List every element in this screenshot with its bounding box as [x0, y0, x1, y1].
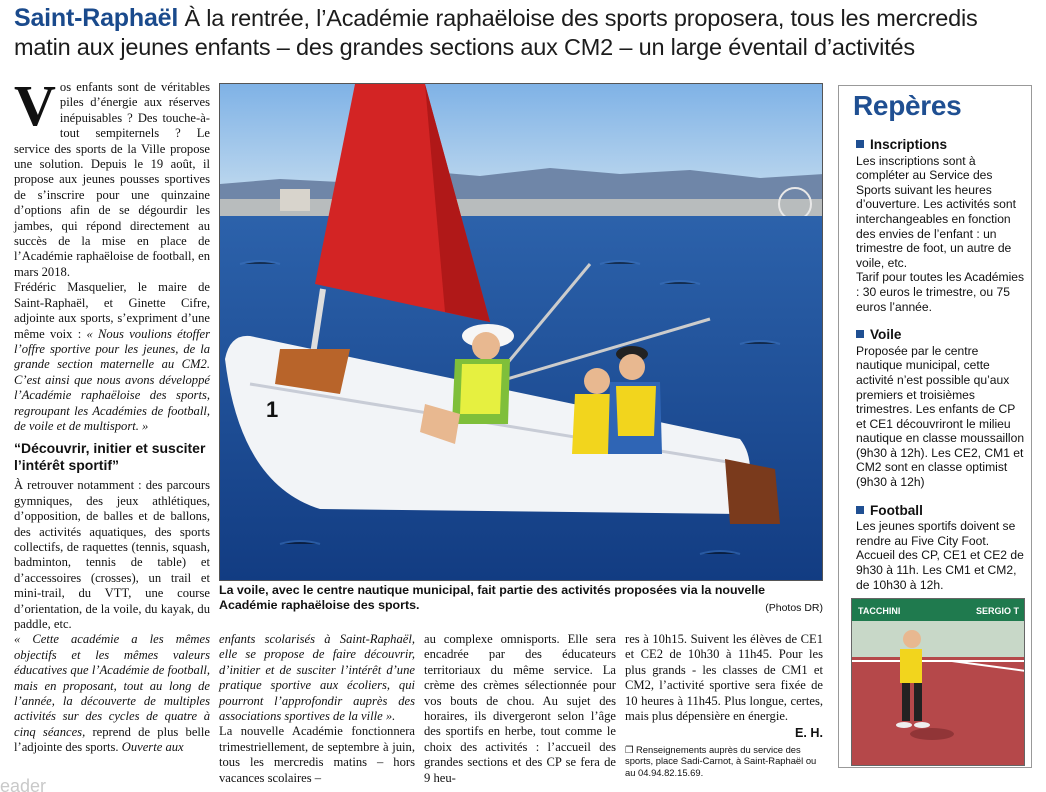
- sidebar-text: Tarif pour toutes les Académies : 30 euros le trimestre, ou 75 euros l’année.: [856, 270, 1025, 314]
- banner-text-1: TACCHINI: [858, 606, 901, 616]
- sidebar-heading: Voile: [856, 328, 1028, 343]
- reperes-sidebar: [838, 85, 1032, 768]
- sidebar-title: Repères: [853, 90, 962, 121]
- watermark: eader: [0, 776, 47, 792]
- info-note: ❐ Renseignements auprès du service des sports, place Sadi-Carnot, à Saint-Raphaël ou au 04.94.82.15.69.: [625, 743, 817, 778]
- sail-number: 1: [266, 397, 279, 422]
- article-paragraph-5: La nouvelle Académie fonctionnera trimestriellement, de septembre à juin, tous les mercredis matins – hors vacances scolaires –: [219, 724, 415, 785]
- headline: [14, 4, 1036, 62]
- sidebar-section-voile: [856, 328, 1028, 490]
- sidebar-text: Les inscriptions sont à compléter au Service des Sports suivant les heures d’ouverture. Les activités sont interchangeables en fonction des envies de l’enfant : un trimestre de foot, un autre de voile, etc.: [856, 153, 1016, 270]
- article-quote-continued: enfants scolarisés à Saint-Raphaël, elle se propose de faire découvrir, d’initier et de susciter l’intérêt d’une pratique sportive aux écoliers, qui pourront l’approfondir auprès des associations sportives de la ville ».: [219, 632, 415, 724]
- article-column-1: [14, 73, 211, 756]
- article-paragraph-1: Vos enfants sont de véritables piles d’énergie aux réserves inépuisables ? Des touche-à-tout sempiternels ? Le service des sports de la Ville propose une solution. Depuis le 19 août, il propose aux jeunes pousses sportives de s’inscrire pour une quinzaine d’options afin de se dégourdir les jambes, qui répond directement au succès de la mise en place de l’Académie raphaëloise de football, en mars 2018.: [14, 73, 210, 279]
- sidebar-section-football: [856, 504, 1028, 593]
- sidebar-body: [856, 138, 1028, 606]
- article-column-3: [424, 632, 616, 786]
- article-paragraph-4: « Cette académie a les mêmes objectifs et les mêmes valeurs éducatives que l’Académie de football, mais en proposant, tout au long de l’année, la découverte de multiples activités sur des cycles de quatre à cinq séances, reprend de plus belle l’adjointe des sports. Ouverte aux: [14, 632, 210, 755]
- article-paragraph-3: À retrouver notamment : des parcours gymniques, des jeux athlétiques, d’opposition, de balles et de ballons, des activités aquatiques, des sports collectifs, de raquettes (tennis, squash, badminton, tennis de table) et d’accessoires (crosses), un trail et mini-trail, du VTT, une course d’orientation, de la voile, du kayak, du paddle, etc.: [14, 478, 210, 631]
- article-paragraph-6: au complexe omnisports. Elle sera encadrée par des éducateurs territoriaux du même service. La crème des crèmes sélectionnée pour vos bouts de chou. Au sujet des horaires, ils divergeront selon l’âge des sportifs en herbe, tout comme le choix des activités : l’accueil des grandes sections et des CP se fera de 9 heu-: [424, 632, 616, 785]
- sailing-photo: [219, 83, 823, 581]
- football-photo: [851, 598, 1025, 766]
- sidebar-heading: Inscriptions: [856, 138, 1028, 153]
- banner-text-2: SERGIO T: [976, 606, 1020, 616]
- sidebar-section-inscriptions: [856, 138, 1028, 314]
- sidebar-text: Proposée par le centre nautique municipal, cette activité n’est possible qu’aux premiers et troisièmes trimestres. Les enfants de CP et CE1 découvriront le milieu nautique en classe moussaillon (9h30 à 12h). Les CE2, CM1 et CM2 sont en classe optimist (9h30 à 12h): [856, 343, 1025, 490]
- headline-text: À la rentrée, l’Académie raphaëloise des sports proposera, tous les mercredis matin aux jeunes enfants – des grandes sections aux CM2 – un large éventail d’activités: [14, 5, 978, 60]
- dropcap: V: [14, 73, 56, 138]
- sidebar-heading: Football: [856, 504, 1028, 519]
- author-signature: E. H.: [795, 726, 823, 741]
- article-column-4: [625, 632, 823, 778]
- sidebar-text: Les jeunes sportifs doivent se rendre au Five City Foot. Accueil des CP, CE1 et CE2 de 9h30 à 11h. Les CM1 et CM2, de 10h30 à 12h.: [856, 519, 1024, 592]
- article-column-2: [219, 632, 415, 786]
- photo-credit: (Photos DR): [765, 602, 823, 614]
- sailing-illustration: [220, 84, 823, 581]
- article-subhead: “Découvrir, initier et susciter l’intérêt sportif”: [14, 440, 206, 474]
- headline-city: Saint-Raphaël: [14, 4, 179, 32]
- article-paragraph-7: res à 10h15. Suivent les élèves de CE1 et CE2 de 10h30 à 11h45. Pour les plus grands - les classes de CM1 et CM2, l’activité sportive sera fixée de 10 heures à 11h45. Plus longue, certes, mais plus dépensière en énergie.: [625, 632, 823, 724]
- article-paragraph-2: Frédéric Masquelier, le maire de Saint-Raphaël, et Ginette Cifre, adjointe aux sports, s’expriment d’une même voix : « Nous voulions étoffer l’offre sportive pour les jeunes, de la grande section maternelle au CM2. C’est ainsi que nous avons développé l’Académie raphaëloise des sports, regroupant les Académies de football, de voile et de multisport. »: [14, 280, 211, 433]
- photo-caption: La voile, avec le centre nautique municipal, fait partie des activités proposées via la nouvelle Académie raphaëloise des sports.: [219, 583, 766, 612]
- football-illustration: [852, 599, 1025, 766]
